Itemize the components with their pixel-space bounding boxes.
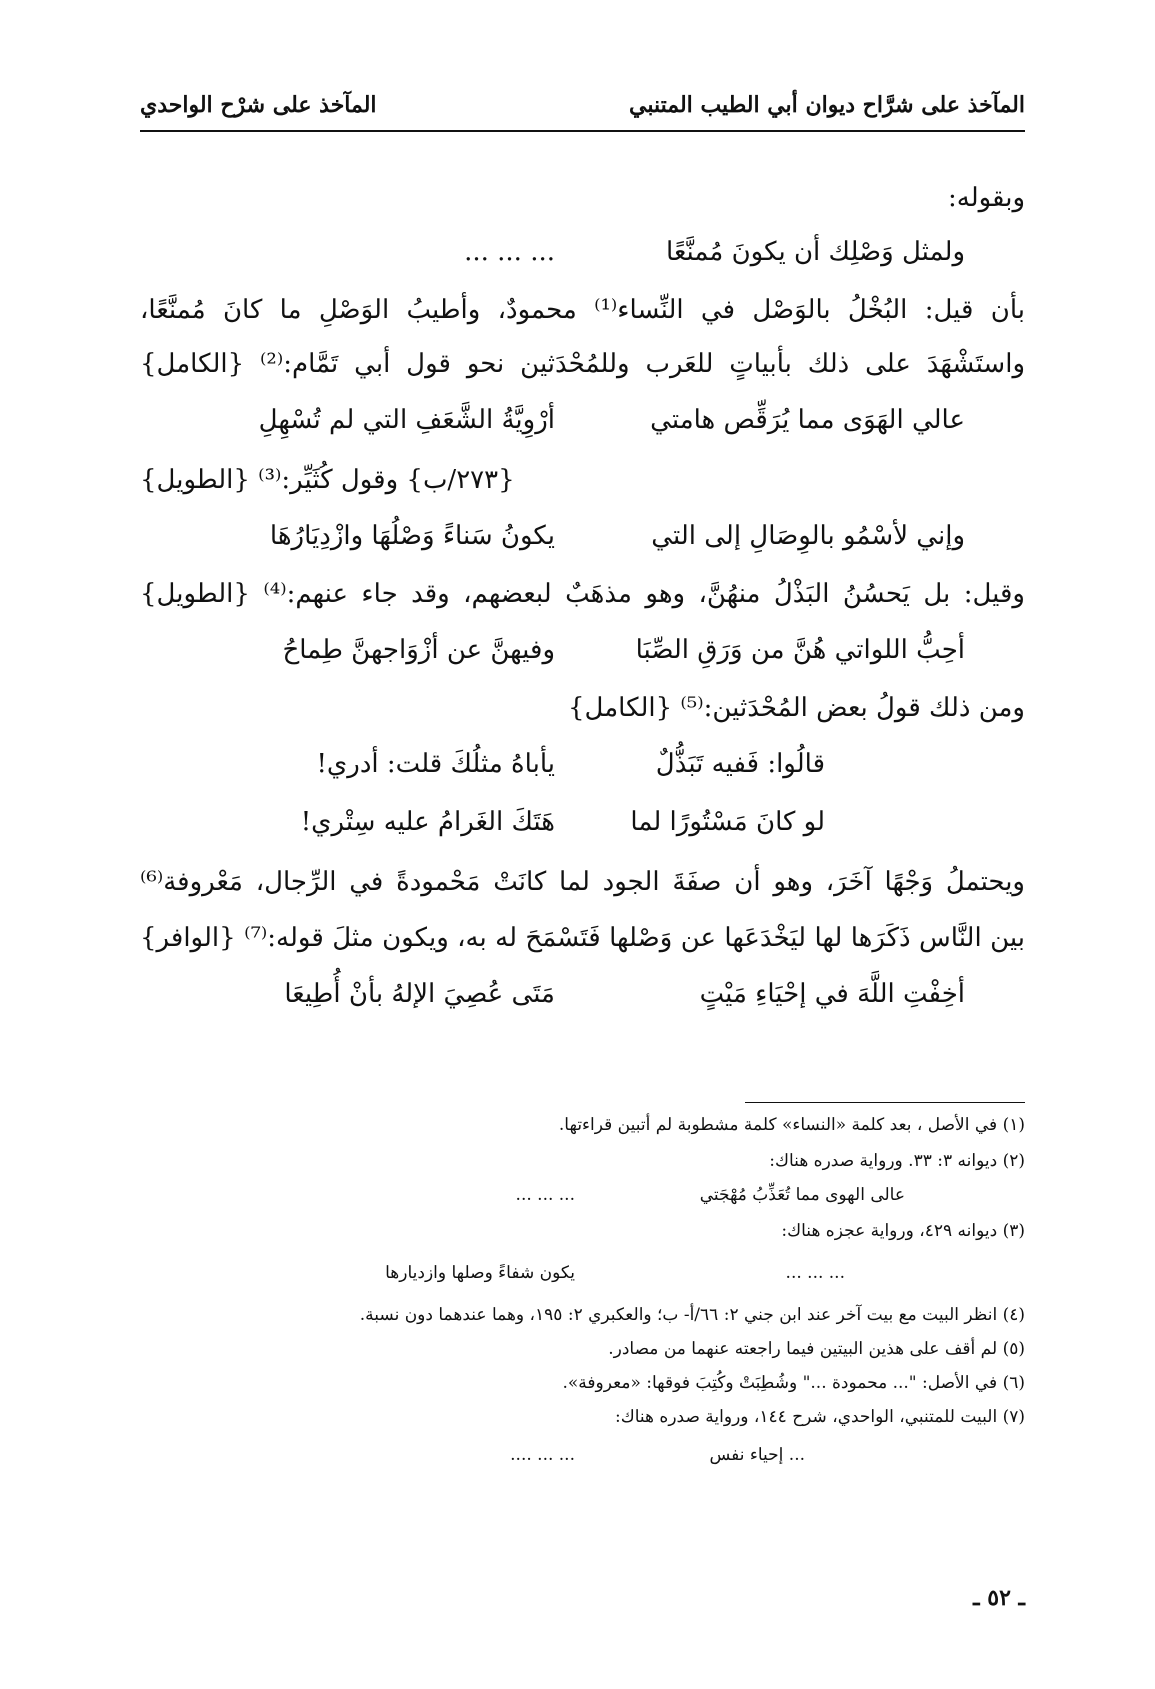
verse-2-first-hemistich: عالي الهَوَى مما يُرَقِّص هامتي — [650, 405, 965, 435]
paragraph-line: ويحتملُ وَجْهًا آخَرَ، وهو أن صفَةَ الجود لما كانَتْ مَحْمودةً في الرِّجال، مَعْروفة⁽⁶⁾ — [140, 867, 1025, 897]
footnote-5: (٥) لم أقف على هذين البيتين فيما راجعته عنهما من مصادر. — [608, 1339, 1025, 1359]
verse-1-second-hemistich: ... ... ... — [464, 237, 555, 267]
footnote-7-verse-first: ... إحياء نفس — [709, 1445, 805, 1465]
paragraph-line: بأن قيل: البُخْلُ بالوَصْل في النِّساء⁽¹⁾ محمودٌ، وأطيبُ الوَصْلِ ما كانَ مُمنَّعًا، — [140, 295, 1025, 325]
footnote-2-verse-second: ... ... ... — [515, 1185, 575, 1205]
verse-3 — [140, 518, 1025, 558]
verse-2-second-hemistich: أرْوِيَّةُ الشَّعَفِ التي لم تُسْهِلِ — [258, 405, 555, 435]
footnote-2: (٢) ديوانه ٣: ٣٣. ورواية صدره هناك: — [769, 1151, 1025, 1171]
verse-2 — [140, 402, 1025, 442]
footnote-3-verse-first: ... ... ... — [785, 1263, 845, 1283]
footnote-6: (٦) في الأصل: "... محمودة ..." وشُطِبَتْ وكُتِبَ فوقها: «معروفة». — [562, 1373, 1025, 1393]
footnote-4: (٤) انظر البيت مع بيت آخر عند ابن جني ٢: ٦٦/أ- ب؛ والعكبري ٢: ١٩٥، وهما عندهما دون نسبة. — [359, 1305, 1025, 1325]
footnote-1: (١) في الأصل ، بعد كلمة «النساء» كلمة مشطوبة لم أتبين قراءتها. — [558, 1115, 1025, 1135]
header-chapter-title: المآخذ على شرْح الواحدي — [140, 92, 377, 118]
verse-1-first-hemistich: ولمثل وَصْلِك أن يكونَ مُمنَّعًا — [666, 237, 965, 267]
verse-7-second-hemistich: مَتَى عُصِيَ الإلهُ بأنْ أُطِيعَا — [284, 979, 555, 1009]
page-number: ـ ٥٢ ـ — [973, 1585, 1025, 1611]
footnote-separator — [745, 1102, 1025, 1103]
verse-5-first-hemistich: قالُوا: فَفيه تَبَذُّلٌ — [655, 749, 825, 779]
footnote-3: (٣) ديوانه ٤٢٩، ورواية عجزه هناك: — [781, 1221, 1025, 1241]
footnote-7-verse — [140, 1442, 1025, 1470]
verse-3-first-hemistich: وإني لأسْمُو بالوِصَالِ إلى التي — [651, 521, 965, 551]
paragraph-line: ومن ذلك قولُ بعض المُحْدَثين:⁽⁵⁾ {الكامل} — [568, 693, 1025, 723]
footnote-3-verse-second: يكون شفاءً وصلها وازديارها — [385, 1263, 575, 1283]
verse-6 — [140, 804, 1025, 844]
verse-6-second-hemistich: هَتَكَ الغَرامُ عليه سِتْري! — [300, 807, 555, 837]
running-header — [140, 86, 1025, 132]
verse-4-second-hemistich: وفيهنَّ عن أزْوَاجهنَّ طِماحُ — [282, 635, 555, 665]
footnote-2-verse-first: عالى الهوى مما تُعَذِّبُ مُهْجَتي — [699, 1185, 905, 1205]
footnote-7-verse-second: ... ... .... — [510, 1445, 575, 1465]
verse-5-second-hemistich: يأباهُ مثلُكَ قلت: أدري! — [316, 749, 555, 779]
verse-7 — [140, 976, 1025, 1016]
verse-4-first-hemistich: أحِبُّ اللواتي هُنَّ من وَرَقِ الصِّبَا — [635, 635, 965, 665]
verse-3-second-hemistich: يكونُ سَناءً وَصْلُهَا وازْدِيَارُهَا — [269, 521, 555, 551]
footnote-2-verse — [140, 1182, 1025, 1210]
verse-6-first-hemistich: لو كانَ مَسْتُورًا لما — [630, 807, 825, 837]
footnote-7: (٧) البيت للمتنبي، الواحدي، شرح ١٤٤، ورواية صدره هناك: — [615, 1407, 1025, 1427]
paragraph-line: واستَشْهَدَ على ذلك بأبياتٍ للعَرب وللمُحْدَثين نحو قول أبي تَمَّام:⁽²⁾ {الكامل} — [140, 349, 1025, 379]
header-rule — [140, 130, 1025, 132]
header-book-title: المآخذ على شرَّاح ديوان أبي الطيب المتنبي — [629, 92, 1025, 118]
verse-4 — [140, 632, 1025, 672]
paragraph-line: وقيل: بل يَحسُنُ البَذْلُ منهُنَّ، وهو مذهَبٌ لبعضهم، وقد جاء عنهم:⁽⁴⁾ {الطويل} — [140, 579, 1025, 609]
verse-7-first-hemistich: أخِفْتِ اللَّهَ في إحْيَاءِ مَيْتٍ — [699, 979, 965, 1009]
footnote-3-verse — [140, 1260, 1025, 1288]
paragraph-line: بين النَّاس ذَكَرَها لها ليَخْدَعَها عن وَصْلها فَتَسْمَحَ له به، ويكون مثلَ قوله:⁽⁷⁾ {الوافر} — [140, 923, 1025, 953]
verse-1 — [140, 234, 1025, 274]
paragraph-line: {٢٧٣/ب} وقول كُثَيِّر:⁽³⁾ {الطويل} — [140, 465, 515, 495]
intro-line: وبقوله: — [948, 183, 1025, 213]
verse-5 — [140, 746, 1025, 786]
